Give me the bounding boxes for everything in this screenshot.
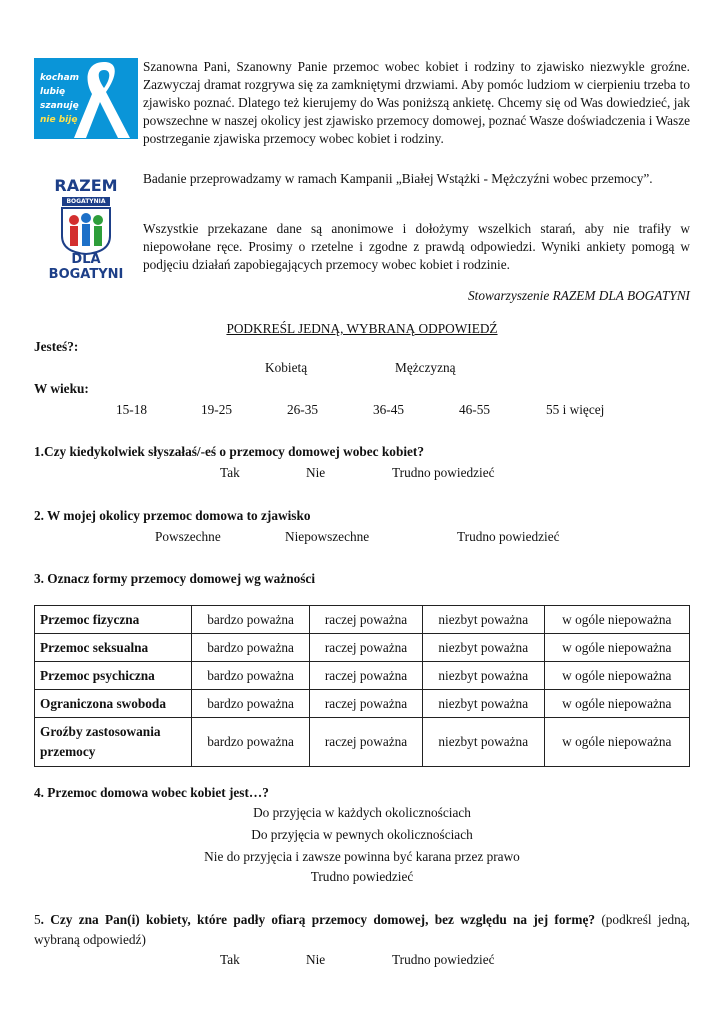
ribbon-line-3: szanuję <box>40 101 79 111</box>
ribbon-icon <box>34 58 138 139</box>
signature: Stowarzyszenie RAZEM DLA BOGATYNI <box>468 288 690 303</box>
intro-paragraph-3: Wszystkie przekazane dane są anonimowe i dołożymy wszelkich starań, aby nie trafiły w niepowołane ręce. Prosimy o rzetelne i zgodne z prawdą odpowiedzi. Wyniki ankiety pomogą w podjęciu działań zapobiegających przemocy wobec kobiet i rodzinie. <box>143 221 690 272</box>
gender-option-male[interactable]: Mężczyzną <box>395 360 456 375</box>
table-row <box>35 662 690 690</box>
age-option[interactable]: 19-25 <box>201 402 233 417</box>
razem-dla-bogatyni-logo <box>34 172 138 282</box>
rating-cell[interactable]: niezbyt poważna <box>422 634 544 662</box>
rating-cell[interactable]: niezbyt poważna <box>422 662 544 690</box>
people-icon <box>34 206 138 256</box>
q4-option[interactable]: Trudno powiedzieć <box>310 869 414 884</box>
q1-option-yes[interactable]: Tak <box>220 465 240 480</box>
ribbon-line-2: lubię <box>40 87 66 97</box>
intro-paragraph-2: Badanie przeprowadzamy w ramach Kampanii „Białej Wstążki - Mężczyźni wobec przemocy”. <box>143 171 653 186</box>
age-option[interactable]: 15-18 <box>116 402 148 417</box>
ribbon-line-4: nie biję <box>40 115 78 125</box>
q5-question-block <box>34 910 690 950</box>
q2-option-hard-to-say[interactable]: Trudno powiedzieć <box>457 529 560 544</box>
q5-option-no[interactable]: Nie <box>306 952 326 967</box>
rating-cell[interactable]: raczej poważna <box>310 606 423 634</box>
rating-cell[interactable]: bardzo poważna <box>192 662 310 690</box>
q1-option-no[interactable]: Nie <box>306 465 326 480</box>
q1-question: 1.Czy kiedykolwiek słyszałaś/-eś o przemocy domowej wobec kobiet? <box>34 444 425 459</box>
q2-option-uncommon[interactable]: Niepowszechne <box>285 529 370 544</box>
white-ribbon-logo <box>34 58 138 139</box>
intro-paragraph-1: Szanowna Pani, Szanowny Panie przemoc wobec kobiet i rodziny to zjawisko niezwykle groźne. Zazwyczaj dramat rozgrywa się za zamkniętymi drzwiami. Aby pomóc ludziom w cierpieniu trzeba to zjawisko poznać. Dlatego też kierujemy do Was poniższą ankietę. Chcemy się od Was dowiedzieć, jak powszechne w naszej okolicy jest zjawisko przemocy domowej, poznać Wasze doświadczenia i Wasze postrzeganie zjawiska przemocy wobec kobiet i rodziny. <box>143 59 690 146</box>
ribbon-line-1: kocham <box>40 73 80 83</box>
row-label: Groźby zastosowania przemocy <box>35 718 192 767</box>
gender-label: Jesteś?: <box>34 339 79 354</box>
q5-note: (podkreśl jedną, wybraną odpowiedź) <box>34 912 690 947</box>
q4-question: 4. Przemoc domowa wobec kobiet jest…? <box>34 785 269 800</box>
row-label: Przemoc seksualna <box>35 634 192 662</box>
rating-cell[interactable]: niezbyt poważna <box>422 606 544 634</box>
table-row <box>35 606 690 634</box>
q5-question: . Czy zna Pan(i) kobiety, które padły ofiarą przemocy domowej, bez względu na jej formę? <box>40 912 596 927</box>
q4-option[interactable]: Do przyjęcia w pewnych okolicznościach <box>251 827 473 842</box>
rating-cell[interactable]: niezbyt poważna <box>422 690 544 718</box>
rating-cell[interactable]: bardzo poważna <box>192 718 310 767</box>
violence-forms-table <box>34 605 690 767</box>
rating-cell[interactable]: w ogóle niepoważna <box>544 634 689 662</box>
instruction-heading: PODKREŚL JEDNĄ, WYBRANĄ ODPOWIEDŹ <box>226 321 498 336</box>
row-label: Ograniczona swoboda <box>35 690 192 718</box>
logo-razem-text: RAZEM <box>54 176 118 195</box>
rating-cell[interactable]: bardzo poważna <box>192 690 310 718</box>
rating-cell[interactable]: w ogóle niepoważna <box>544 718 689 767</box>
row-label: Przemoc psychiczna <box>35 662 192 690</box>
rating-cell[interactable]: raczej poważna <box>310 718 423 767</box>
rating-cell[interactable]: w ogóle niepoważna <box>544 662 689 690</box>
logo-bogatynia-band: BOGATYNIA <box>62 197 110 206</box>
q3-question: 3. Oznacz formy przemocy domowej wg ważności <box>34 571 316 586</box>
q1-option-hard-to-say[interactable]: Trudno powiedzieć <box>392 465 495 480</box>
q2-question: 2. W mojej okolicy przemoc domowa to zjawisko <box>34 508 311 523</box>
logo-dla-bogatyni-text: DLA BOGATYNI <box>48 252 124 282</box>
q5-option-hard-to-say[interactable]: Trudno powiedzieć <box>392 952 495 967</box>
q5-number: 5 <box>34 912 41 927</box>
age-option[interactable]: 46-55 <box>459 402 491 417</box>
age-option[interactable]: 55 i więcej <box>546 402 605 417</box>
rating-cell[interactable]: raczej poważna <box>310 634 423 662</box>
rating-cell[interactable]: raczej poważna <box>310 690 423 718</box>
table-row <box>35 690 690 718</box>
table-row <box>35 718 690 767</box>
row-label: Przemoc fizyczna <box>35 606 192 634</box>
rating-cell[interactable]: bardzo poważna <box>192 634 310 662</box>
gender-option-female[interactable]: Kobietą <box>265 360 308 375</box>
q5-option-yes[interactable]: Tak <box>220 952 240 967</box>
age-option[interactable]: 36-45 <box>373 402 405 417</box>
age-option[interactable]: 26-35 <box>287 402 319 417</box>
rating-cell[interactable]: niezbyt poważna <box>422 718 544 767</box>
table-row <box>35 634 690 662</box>
q2-option-common[interactable]: Powszechne <box>155 529 221 544</box>
rating-cell[interactable]: w ogóle niepoważna <box>544 690 689 718</box>
rating-cell[interactable]: raczej poważna <box>310 662 423 690</box>
rating-cell[interactable]: w ogóle niepoważna <box>544 606 689 634</box>
q4-option[interactable]: Do przyjęcia w każdych okolicznościach <box>253 805 471 820</box>
age-label: W wieku: <box>34 381 89 396</box>
rating-cell[interactable]: bardzo poważna <box>192 606 310 634</box>
q4-option[interactable]: Nie do przyjęcia i zawsze powinna być karana przez prawo <box>204 849 520 864</box>
